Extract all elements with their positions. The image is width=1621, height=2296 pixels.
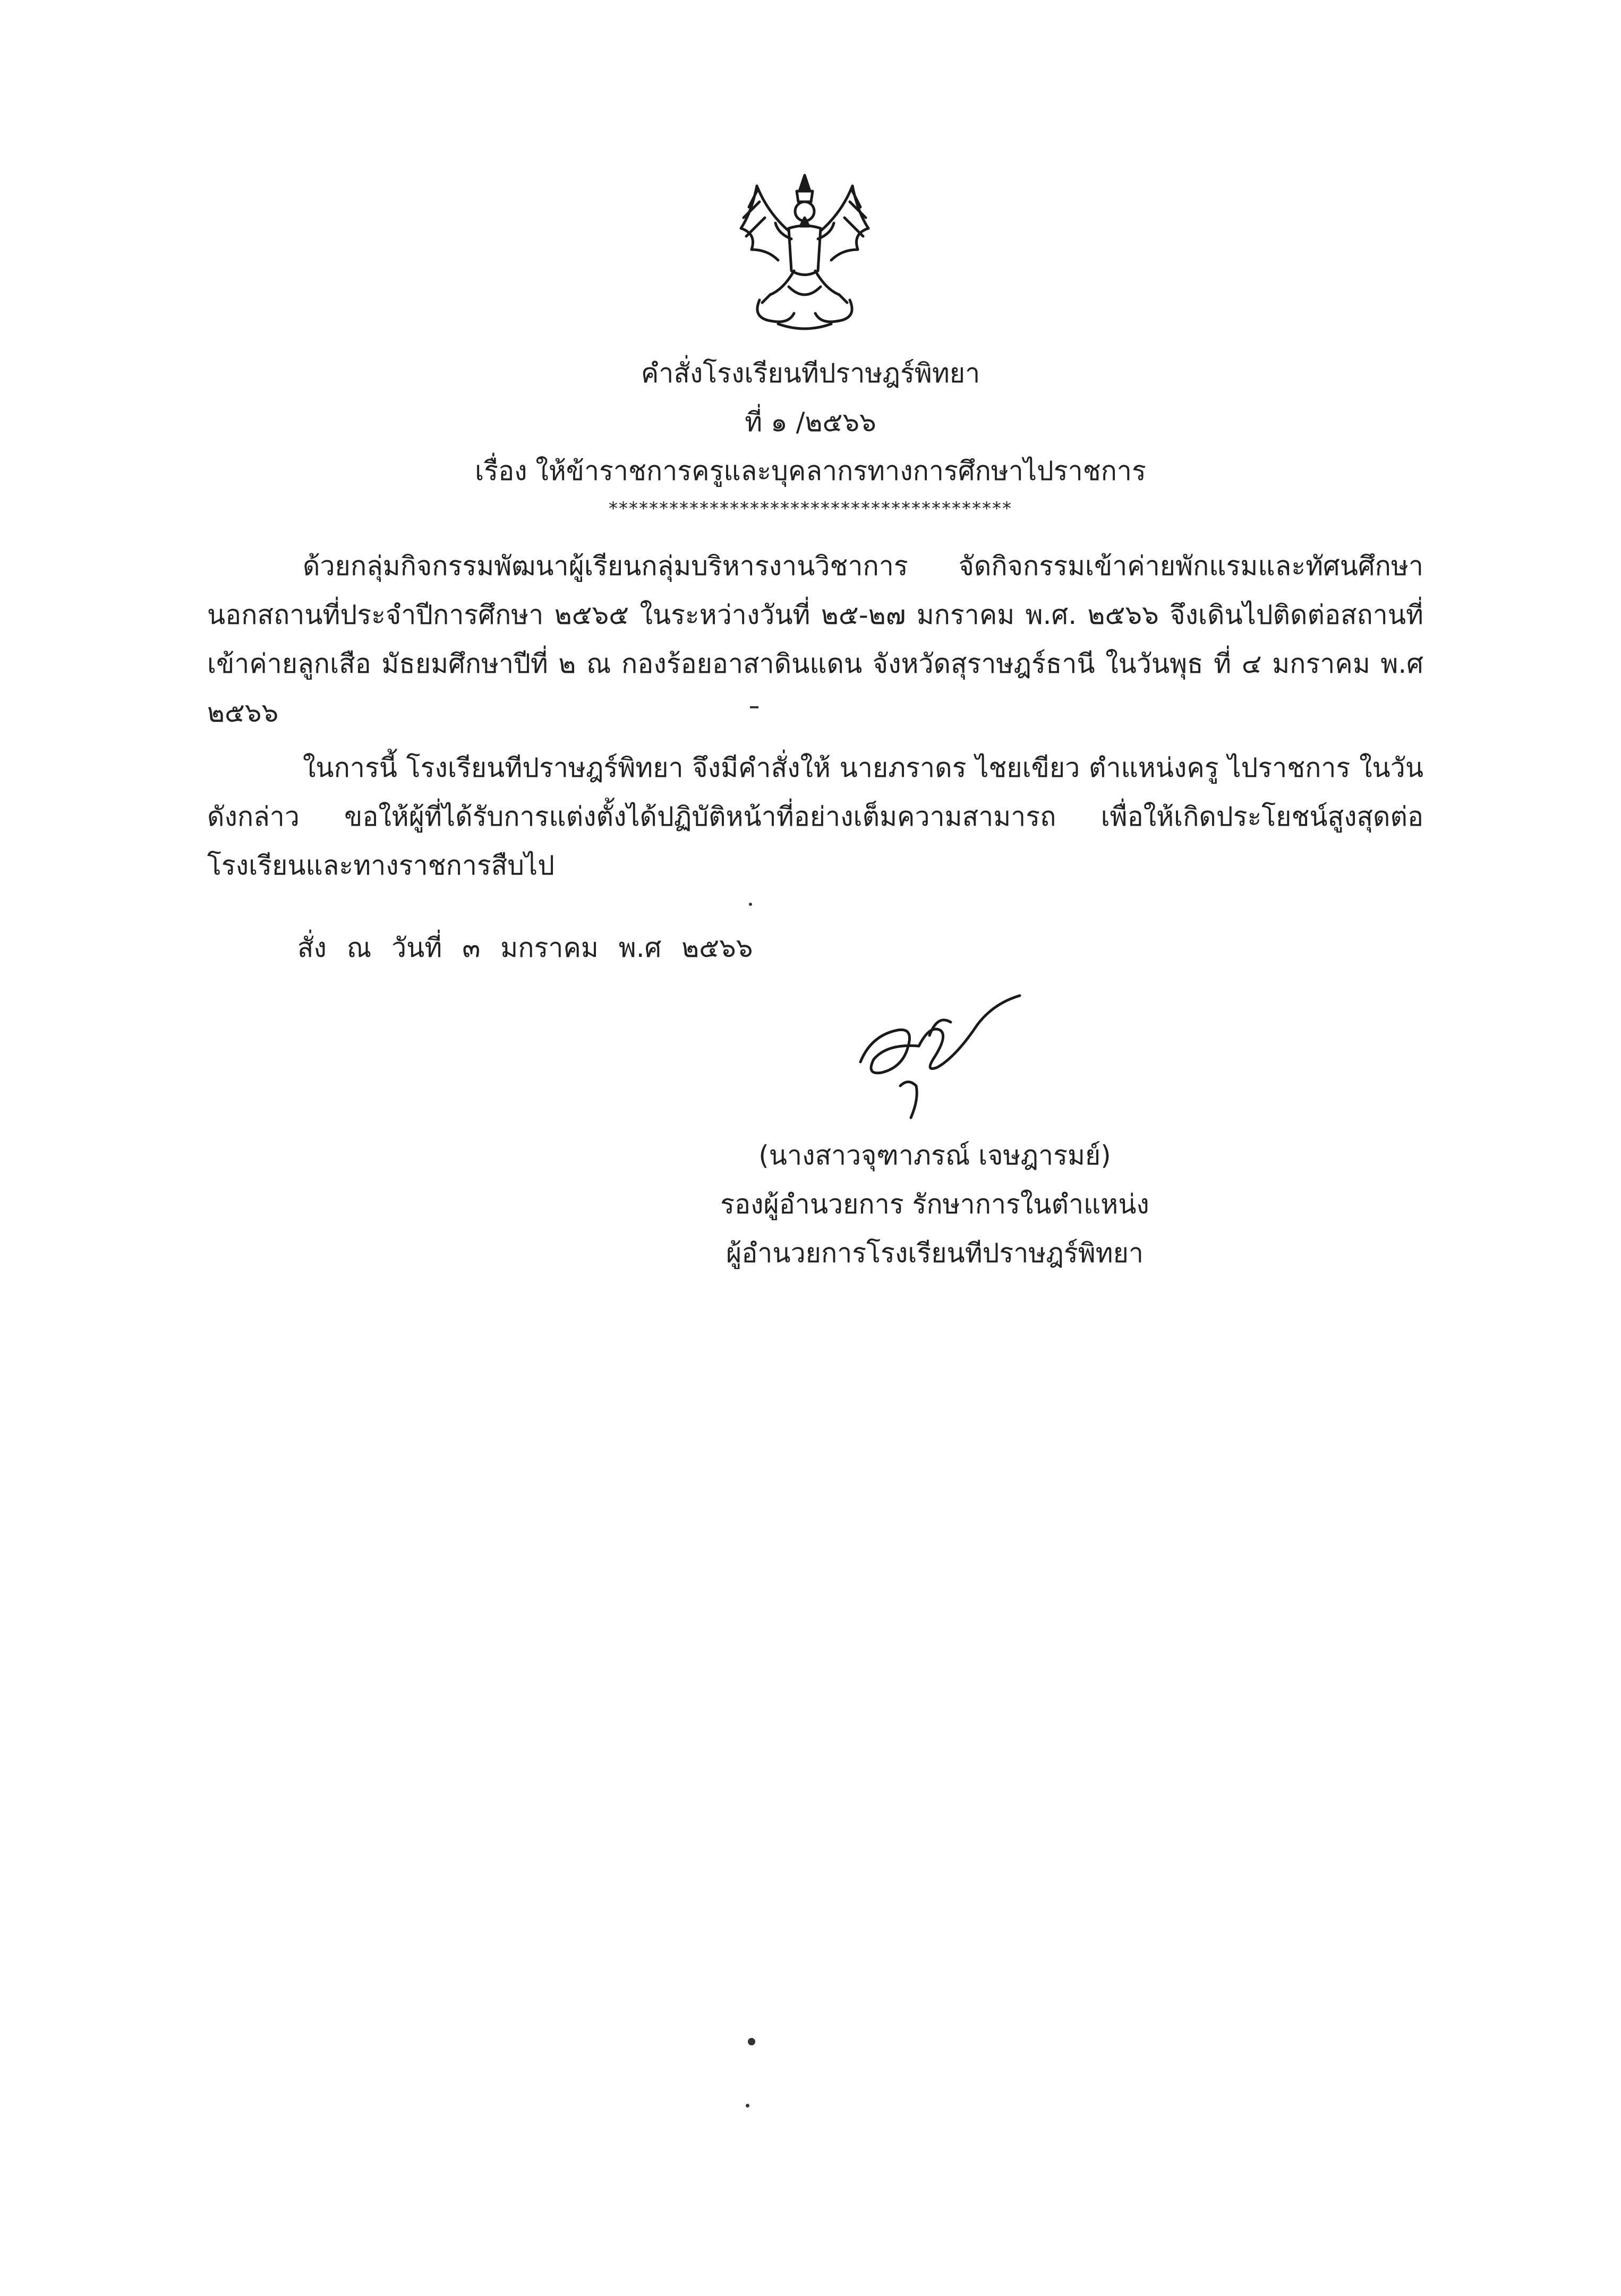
signatory-position-2: ผู้อำนวยการโรงเรียนทีปราษฎร์พิทยา <box>726 1238 1144 1269</box>
signatory-position-1: รองผู้อำนวยการ รักษาการในตำแหน่ง <box>720 1189 1149 1220</box>
document-subject: เรื่อง ให้ข้าราชการครูและบุคลากรทางการศึกษาไปราชการ <box>475 456 1146 486</box>
separator-line: **************************************** <box>609 498 1012 519</box>
scan-speck <box>748 2038 755 2045</box>
scan-speck <box>749 903 752 906</box>
scan-speck <box>750 706 758 708</box>
handwritten-signature <box>850 993 1025 1131</box>
scan-speck <box>746 2104 749 2107</box>
document-number: ที่ ๑ /๒๕๖๖ <box>745 407 876 438</box>
document-title: คำสั่งโรงเรียนทีปราษฎร์พิทยา <box>641 358 980 389</box>
signatory-name: (นางสาวจุฑาภรณ์ เจษฎารมย์) <box>758 1140 1111 1171</box>
garuda-emblem-icon <box>720 165 890 335</box>
signatory-block <box>696 1131 1174 1278</box>
body-paragraph-1: ด้วยกลุ่มกิจกรรมพัฒนาผู้เรียนกลุ่มบริหารงานวิชาการ จัดกิจกรรมเข้าค่ายพักแรมและทัศนศึกษานอกสถานที่ประจำปีการศึกษา ๒๕๖๕ ในระหว่างวันที่ ๒๕-๒๗ มกราคม พ.ศ. ๒๕๖๖ จึงเดินไปติดต่อสถานที่เข้าค่ายลูกเสือ มัธยมศึกษาปีที่ ๒ ณ กองร้อยอาสาดินแดน จังหวัดสุราษฎร์ธานี ในวันพุธ ที่ ๔ มกราคม พ.ศ ๒๕๖๖ <box>207 551 1423 728</box>
order-date: สั่ง ณ วันที่ ๓ มกราคม พ.ศ ๒๕๖๖ <box>297 932 753 963</box>
body-paragraph-2: ในการนี้ โรงเรียนทีปราษฎร์พิทยา จึงมีคำสั่งให้ นายภราดร ไชยเขียว ตำแหน่งครู ไปราชการ ในวันดังกล่าว ขอให้ผู้ที่ได้รับการแต่งตั้งได้ปฏิบัติหน้าที่อย่างเต็มความสามารถ เพื่อให้เกิดประโยชน์สูงสุดต่อโรงเรียนและทางราชการสืบไป <box>207 752 1423 881</box>
